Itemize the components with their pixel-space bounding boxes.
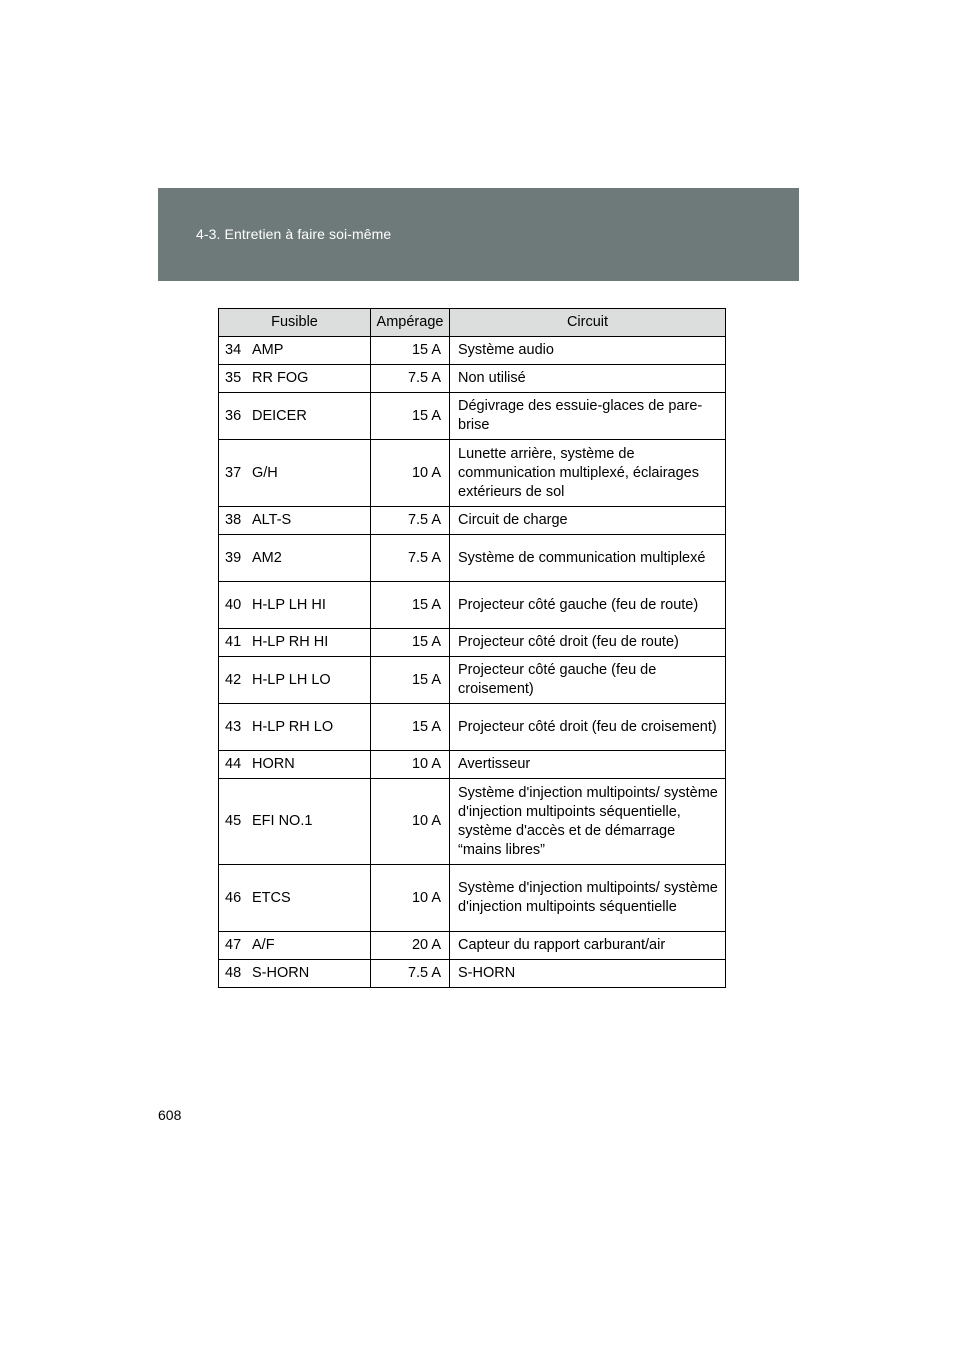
fuse-name: RR FOG xyxy=(249,365,371,393)
fuse-amperage: 10 A xyxy=(371,865,450,932)
section-title: 4-3. Entretien à faire soi-même xyxy=(196,226,392,242)
fuse-amperage: 15 A xyxy=(371,582,450,629)
fuse-name: H-LP LH LO xyxy=(249,657,371,704)
fuse-circuit: Système audio xyxy=(450,337,726,365)
table-row xyxy=(219,393,726,440)
fuse-name: A/F xyxy=(249,932,371,960)
table-header-row xyxy=(219,309,726,337)
fuse-circuit: Système de communication multiplexé xyxy=(450,535,726,582)
fuse-table xyxy=(218,308,726,988)
fuse-number: 38 xyxy=(219,507,250,535)
fuse-circuit: S-HORN xyxy=(450,960,726,988)
table-row xyxy=(219,629,726,657)
column-header-amperage: Ampérage xyxy=(371,309,450,337)
fuse-amperage: 15 A xyxy=(371,657,450,704)
fuse-circuit: Système d'injection multipoints/ système d'injection multipoints séquentielle, système d'accès et de démarrage “mains libres” xyxy=(450,779,726,865)
fuse-name: H-LP RH LO xyxy=(249,704,371,751)
fuse-amperage: 7.5 A xyxy=(371,365,450,393)
section-header-band xyxy=(158,188,799,281)
fuse-circuit: Avertisseur xyxy=(450,751,726,779)
fuse-number: 39 xyxy=(219,535,250,582)
fuse-circuit: Système d'injection multipoints/ système d'injection multipoints séquentielle xyxy=(450,865,726,932)
fuse-name: G/H xyxy=(249,440,371,507)
fuse-name: H-LP LH HI xyxy=(249,582,371,629)
table-row xyxy=(219,960,726,988)
fuse-number: 37 xyxy=(219,440,250,507)
fuse-amperage: 15 A xyxy=(371,704,450,751)
fuse-amperage: 15 A xyxy=(371,629,450,657)
table-row xyxy=(219,657,726,704)
fuse-amperage: 20 A xyxy=(371,932,450,960)
table-row xyxy=(219,865,726,932)
page-number: 608 xyxy=(158,1107,182,1123)
fuse-name: EFI NO.1 xyxy=(249,779,371,865)
fuse-amperage: 10 A xyxy=(371,779,450,865)
table-row xyxy=(219,704,726,751)
fuse-amperage: 7.5 A xyxy=(371,507,450,535)
fuse-number: 43 xyxy=(219,704,250,751)
fuse-circuit: Projecteur côté droit (feu de route) xyxy=(450,629,726,657)
fuse-name: AMP xyxy=(249,337,371,365)
table-row xyxy=(219,582,726,629)
fuse-circuit: Lunette arrière, système de communication multiplexé, éclairages extérieurs de sol xyxy=(450,440,726,507)
table-row xyxy=(219,535,726,582)
table-row xyxy=(219,932,726,960)
fuse-circuit: Capteur du rapport carburant/air xyxy=(450,932,726,960)
fuse-circuit: Circuit de charge xyxy=(450,507,726,535)
fuse-amperage: 15 A xyxy=(371,337,450,365)
fuse-circuit: Projecteur côté droit (feu de croisement) xyxy=(450,704,726,751)
fuse-amperage: 15 A xyxy=(371,393,450,440)
fuse-number: 41 xyxy=(219,629,250,657)
fuse-number: 47 xyxy=(219,932,250,960)
fuse-circuit: Non utilisé xyxy=(450,365,726,393)
fuse-number: 36 xyxy=(219,393,250,440)
table-row xyxy=(219,440,726,507)
column-header-fuse: Fusible xyxy=(219,309,371,337)
table-row xyxy=(219,507,726,535)
fuse-circuit: Dégivrage des essuie-glaces de pare-brise xyxy=(450,393,726,440)
fuse-number: 42 xyxy=(219,657,250,704)
table-row xyxy=(219,779,726,865)
fuse-name: ALT-S xyxy=(249,507,371,535)
fuse-name: AM2 xyxy=(249,535,371,582)
table-row xyxy=(219,365,726,393)
column-header-circuit: Circuit xyxy=(450,309,726,337)
fuse-number: 34 xyxy=(219,337,250,365)
fuse-number: 44 xyxy=(219,751,250,779)
fuse-amperage: 7.5 A xyxy=(371,535,450,582)
fuse-name: DEICER xyxy=(249,393,371,440)
fuse-number: 45 xyxy=(219,779,250,865)
fuse-number: 35 xyxy=(219,365,250,393)
table-row xyxy=(219,337,726,365)
fuse-name: H-LP RH HI xyxy=(249,629,371,657)
fuse-number: 48 xyxy=(219,960,250,988)
fuse-name: S-HORN xyxy=(249,960,371,988)
fuse-name: ETCS xyxy=(249,865,371,932)
fuse-number: 40 xyxy=(219,582,250,629)
fuse-amperage: 10 A xyxy=(371,440,450,507)
fuse-circuit: Projecteur côté gauche (feu de route) xyxy=(450,582,726,629)
table-row xyxy=(219,751,726,779)
fuse-circuit: Projecteur côté gauche (feu de croisement) xyxy=(450,657,726,704)
fuse-name: HORN xyxy=(249,751,371,779)
fuse-amperage: 10 A xyxy=(371,751,450,779)
fuse-number: 46 xyxy=(219,865,250,932)
fuse-amperage: 7.5 A xyxy=(371,960,450,988)
